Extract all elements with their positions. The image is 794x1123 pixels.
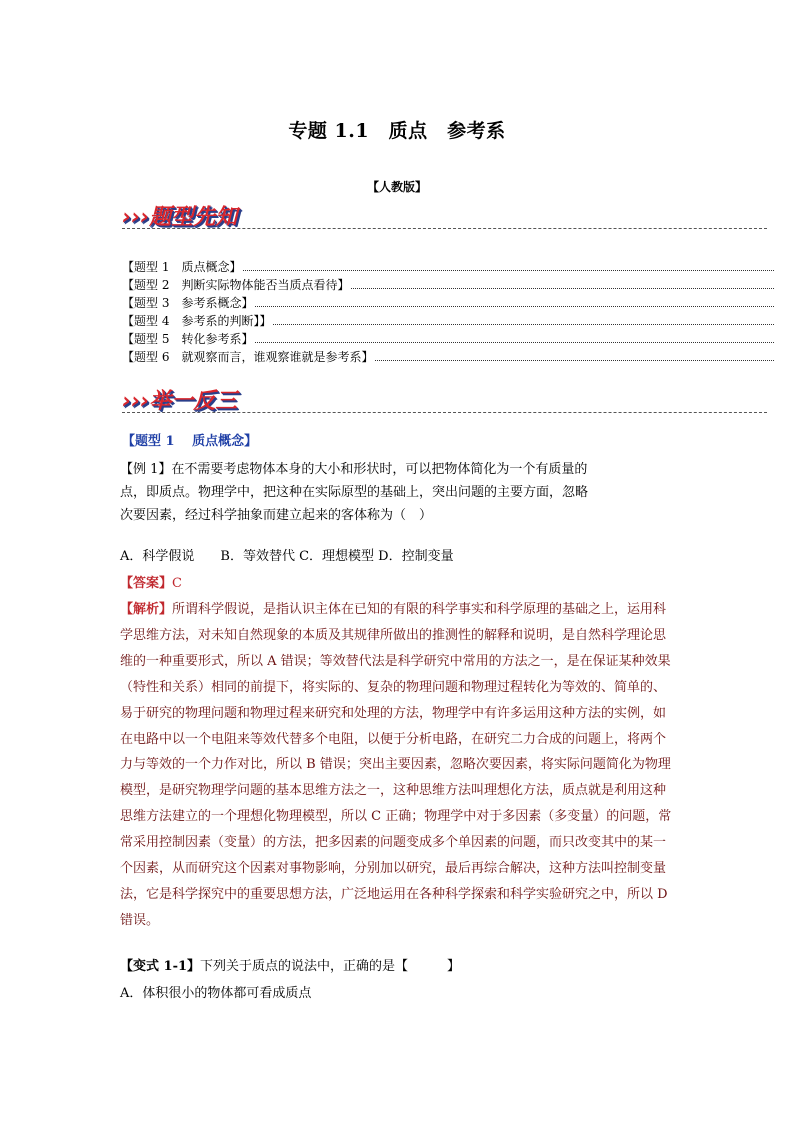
section-banner-practice: [122, 384, 767, 414]
toc-leader-dots: [255, 294, 774, 307]
answer-value: C: [172, 576, 182, 591]
edition-label: 【人教版】: [366, 180, 427, 194]
toc-item[interactable]: [122, 330, 774, 348]
question-type-heading: 【题型 1 质点概念】: [122, 434, 258, 449]
toc-item-label: 【题型 6 就观察而言，谁观察谁就是参考系】: [122, 350, 374, 364]
toc-item[interactable]: [122, 348, 774, 366]
section-divider: [122, 412, 767, 413]
toc-leader-dots: [273, 312, 774, 325]
example-options: A．科学假说 B．等效替代 C．理想模型 D．控制变量: [120, 549, 454, 564]
analysis-label: 【解析】: [120, 602, 173, 617]
page-title: 专题 1.1 质点 参考系: [288, 120, 506, 142]
section-banner-text: ›››举一反三: [122, 389, 238, 414]
variant-text: 下列关于质点的说法中，正确的是【 】: [200, 959, 461, 974]
toc-leader-dots: [243, 258, 774, 271]
analysis-paragraph: [120, 597, 675, 934]
example-label: 【例 1】: [120, 462, 172, 477]
variant-question: [120, 955, 460, 978]
answer-line: [120, 572, 182, 595]
toc-item-label: 【题型 4 参考系的判断】】: [122, 314, 272, 328]
toc-item-label: 【题型 3 参考系概念】: [122, 296, 254, 310]
section-divider: [122, 228, 767, 229]
toc-item-label: 【题型 5 转化参考系】: [122, 332, 254, 346]
table-of-contents: [122, 258, 774, 366]
example-text: 在不需要考虑物体本身的大小和形状时，可以把物体简化为一个有质量的点，即质点。物理学中，把这种在实际原型的基础上，突出问题的主要方面，忽略次要因素，经过科学抽象而建立起来的客体称为（ ）: [120, 462, 589, 523]
analysis-text: 所谓科学假说，是指认识主体在已知的有限的科学事实和科学原理的基础之上，运用科学思维方法，对未知自然现象的本质及其规律所做出的推测性的解释和说明，是自然科学理论思维的一种重要形式，所以 A 错误；等效替代法是科学研究中常用的方法之一，是在保证某种效果（特性和关系）相同的前提下，将实际的、复杂的物理问题和物理过程转化为等效的、简单的、易于研究的物理问题和物理过程来研究和处理的方法，物理学中有许多运用这种方法的实例，如在电路中以一个电阻来等效代替多个电阻，以便于分析电路，在研究二力合成的问题上，将两个力与等效的一个力作对比，所以 B 错误；突出主要因素，忽略次要因素，将实际问题简化为物理模型，是研究物理学问题的基本思维方法之一，这种思维方法叫理想化方法，质点就是利用这种思维方法建立的一个理想化物理模型，所以 C 正确；物理学中对于多因素（多变量）的问题，常常采用控制因素（变量）的方法，把多因素的问题变成多个单因素的问题，而只改变其中的某一个因素，从而研究这个因素对事物影响，分别加以研究，最后再综合解决，这种方法叫控制变量法，它是科学探究中的重要思想方法，广泛地运用在各种科学探索和科学实验研究之中，所以 D 错误。: [120, 602, 672, 928]
toc-item[interactable]: [122, 276, 774, 294]
toc-leader-dots: [255, 330, 774, 343]
toc-item[interactable]: [122, 258, 774, 276]
toc-leader-dots: [375, 348, 774, 361]
toc-item[interactable]: [122, 312, 774, 330]
answer-label: 【答案】: [120, 576, 173, 591]
variant-option-a: A．体积很小的物体都可看成质点: [120, 986, 312, 1001]
variant-label: 【变式 1-1】: [120, 959, 201, 974]
section-banner-text: ›››题型先知: [122, 205, 238, 230]
toc-leader-dots: [351, 276, 774, 289]
toc-item-label: 【题型 2 判断实际物体能否当质点看待】: [122, 278, 350, 292]
toc-item-label: 【题型 1 质点概念】: [122, 260, 242, 274]
example-question: [120, 458, 590, 527]
section-banner-preview: [122, 200, 767, 230]
toc-item[interactable]: [122, 294, 774, 312]
